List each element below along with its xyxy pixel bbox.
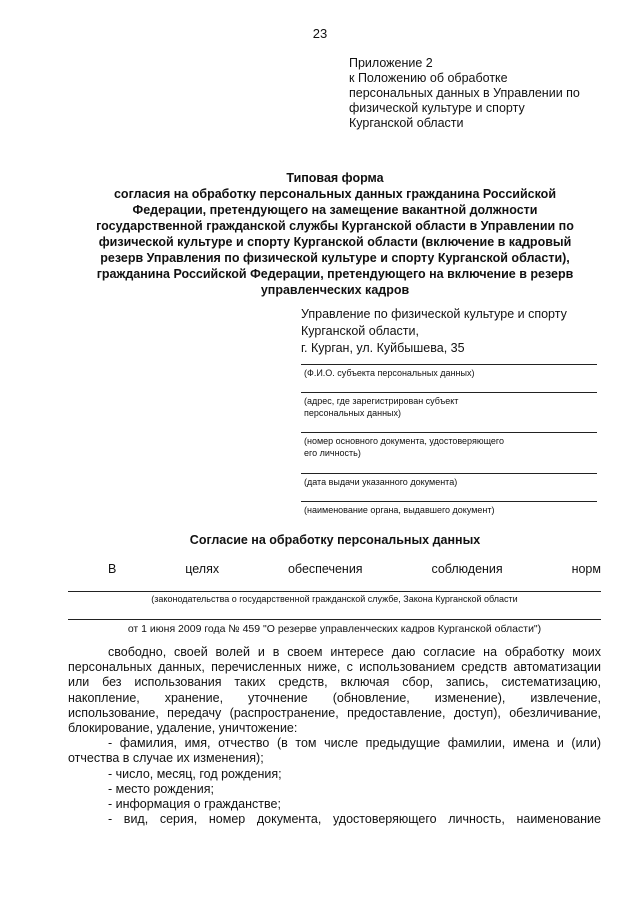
issuer-field-line[interactable] xyxy=(301,501,597,502)
fio-caption: (Ф.И.О. субъекта персональных данных) xyxy=(304,368,475,378)
body-line: свободно, своей волей и в своем интересе даю согласие на обработку моих xyxy=(108,645,601,659)
norm-word: соблюдения xyxy=(431,562,503,576)
list-item: - информация о гражданстве; xyxy=(108,797,281,812)
law-caption-1: (законодательства о государственной гражданской службе, Закона Курганской области xyxy=(151,594,518,604)
appendix-line: Курганской области xyxy=(349,116,464,130)
norm-word: норм xyxy=(571,562,601,576)
appendix-line: к Положению об обработке xyxy=(349,71,508,85)
document-caption-line: его личность) xyxy=(304,448,361,458)
body-line: использование, передачу (распространение, предоставление, доступ), обезличивание, xyxy=(68,705,601,720)
recipient-line: Управление по физической культуре и спорту xyxy=(301,307,567,321)
title-line: Федерации, претендующего на замещение вакантной должности xyxy=(132,203,538,217)
appendix-line: персональных данных в Управлении по xyxy=(349,86,580,100)
consent-title: Согласие на обработку персональных данных xyxy=(189,533,481,547)
title-line: резерв Управления по физической культуре и спорту Курганской области), xyxy=(100,251,570,265)
address-caption-line: (адрес, где зарегистрирован субъект xyxy=(304,396,459,406)
title-line: государственной гражданской службы Курганской области в Управлении по xyxy=(96,219,574,233)
list-item: - число, месяц, год рождения; xyxy=(108,766,282,781)
title-line: физической культуре и спорту Курганской области (включение в кадровый xyxy=(98,235,572,249)
issue-date-caption: (дата выдачи указанного документа) xyxy=(304,477,458,487)
appendix-line: Приложение 2 xyxy=(349,56,433,70)
list-item: - место рождения; xyxy=(108,781,214,796)
title-line: управленческих кадров xyxy=(260,283,410,297)
norm-row xyxy=(108,562,601,576)
law-field-line-1[interactable] xyxy=(68,591,601,592)
title-line: согласия на обработку персональных данных гражданина Российской xyxy=(113,187,557,201)
norm-word: В xyxy=(108,562,117,576)
issuer-caption: (наименование органа, выдавшего документ) xyxy=(304,505,495,515)
norm-word: обеспечения xyxy=(287,562,363,576)
list-item: - вид, серия, номер документа, удостоверяющего личность, наименование xyxy=(108,812,601,827)
document-title xyxy=(70,170,600,298)
address-field-line[interactable] xyxy=(301,392,597,393)
law-caption-2: от 1 июня 2009 года № 459 "О резерве управленческих кадров Курганской области") xyxy=(127,623,542,635)
body-line: блокирование, удаление, уничтожение: xyxy=(68,721,298,736)
document-caption-line: (номер основного документа, удостоверяющего xyxy=(304,436,504,446)
body-line: накопление, хранение, уточнение (обновление, изменение), извлечение, xyxy=(68,690,601,705)
address-caption xyxy=(304,395,596,419)
recipient-block xyxy=(301,306,601,357)
body-line: или без использования таких средств, включая сбор, запись, систематизацию, xyxy=(68,675,601,690)
title-line: гражданина Российской Федерации, претендующего на включение в резерв xyxy=(96,267,574,281)
recipient-line: г. Курган, ул. Куйбышева, 35 xyxy=(301,341,465,355)
recipient-line: Курганской области, xyxy=(301,324,419,338)
fio-field-line[interactable] xyxy=(301,364,597,365)
appendix-header xyxy=(349,56,619,131)
page-number: 23 xyxy=(312,26,328,41)
consent-body xyxy=(68,645,601,827)
list-item-continued: отчества в случае их изменения); xyxy=(68,751,264,766)
list-item: - фамилия, имя, отчество (в том числе предыдущие фамилии, имена и (или) xyxy=(108,736,601,751)
title-line: Типовая форма xyxy=(286,171,384,185)
address-caption-line: персональных данных) xyxy=(304,408,402,418)
norm-word: целях xyxy=(185,562,220,576)
appendix-line: физической культуре и спорту xyxy=(349,101,525,115)
body-line: персональных данных, перечисленных ниже, с использованием средств автоматизации xyxy=(68,660,601,675)
issue-date-field-line[interactable] xyxy=(301,473,597,474)
document-field-line[interactable] xyxy=(301,432,597,433)
document-caption xyxy=(304,435,596,459)
law-field-line-2[interactable] xyxy=(68,619,601,620)
